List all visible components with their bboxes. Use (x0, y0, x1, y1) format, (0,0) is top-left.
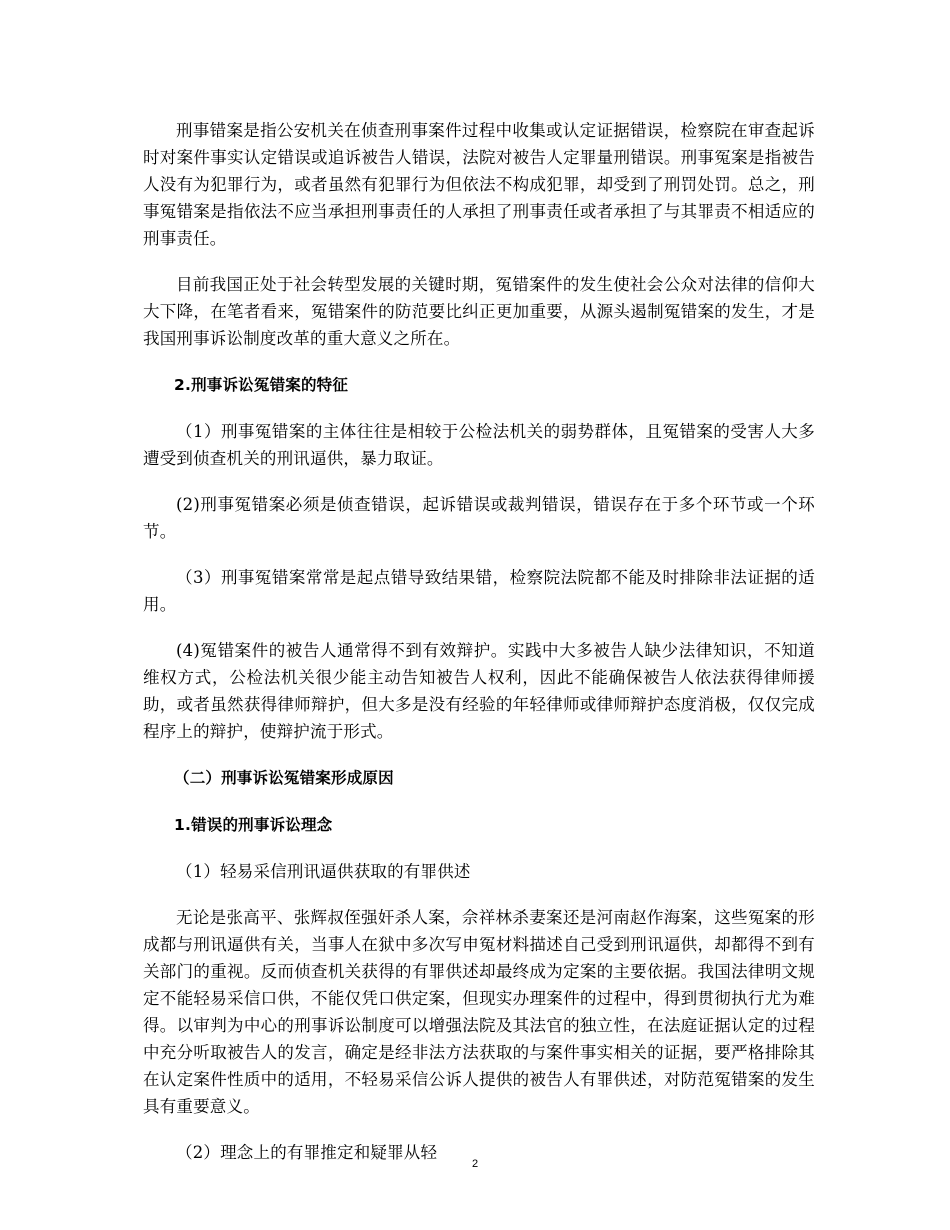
paragraph-significance: 目前我国正处于社会转型发展的关键时期，冤错案件的发生使社会公众对法律的信仰大大下降，在笔者看来，冤错案件的防范要比纠正更加重要，从源头遏制冤错案的发生，才是我国刑事诉讼制度改革的重大意义之所在。 (143, 275, 815, 348)
list-item-cause-2: （2）理念上的有罪推定和疑罪从轻 (176, 1143, 438, 1162)
list-item-characteristic-3: （3）刑事冤错案常常是起点错导致结果错，检察院法院都不能及时排除非法证据的适用。 (143, 568, 815, 614)
paragraph-case-examples: 无论是张高平、张辉叔侄强奸杀人案，佘祥林杀妻案还是河南赵作海案，这些冤案的形成都与刑讯逼供有关，当事人在狱中多次写申冤材料描述自己受到刑讯逼供，却都得不到有关部门的重视。反而侦查机关获得的有罪供述却最终成为定案的主要依据。我国法律明文规定不能轻易采信口供，不能仅凭口供定案，但现实办理案件的过程中，得到贯彻执行尤为难得。以审判为中心的刑事诉讼制度可以增强法院及其法官的独立性，在法庭证据认定的过程中充分听取被告人的发言，确定是经非法方法获取的与案件事实相关的证据，要严格排除其在认定案件性质中的适用，不轻易采信公诉人提供的被告人有罪供述，对防范冤错案的发生具有重要意义。 (143, 908, 815, 1116)
list-item-characteristic-2: (2)刑事冤错案必须是侦查错误，起诉错误或裁判错误，错误存在于多个环节或一个环节。 (143, 495, 815, 541)
document-body (143, 117, 815, 1166)
section-heading-causes: （二）刑事诉讼冤错案形成原因 (174, 769, 394, 787)
subsection-heading-wrong-concept: 1.错误的刑事诉讼理念 (174, 816, 333, 834)
section-heading-characteristics: 2.刑事诉讼冤错案的特征 (174, 376, 349, 394)
page-number: 2 (471, 1158, 479, 1170)
paragraph-definition: 刑事错案是指公安机关在侦查刑事案件过程中收集或认定证据错误，检察院在审查起诉时对案件事实认定错误或追诉被告人错误，法院对被告人定罪量刑错误。刑事冤案是指被告人没有为犯罪行为，或者虽然有犯罪行为但依法不构成犯罪，却受到了刑罚处罚。总之，刑事冤错案是指依法不应当承担刑事责任的人承担了刑事责任或者承担了与其罪责不相适应的刑事责任。 (143, 121, 815, 248)
list-item-characteristic-4: (4)冤错案件的被告人通常得不到有效辩护。实践中大多被告人缺少法律知识，不知道维权方式，公检法机关很少能主动告知被告人权利，因此不能确保被告人依法获得律师援助，或者虽然获得律师辩护，但大多是没有经验的年轻律师或律师辩护态度消极，仅仅完成程序上的辩护，使辩护流于形式。 (143, 641, 815, 741)
list-item-cause-1: （1）轻易采信刑讯逼供获取的有罪供述 (176, 862, 471, 881)
list-item-characteristic-1: （1）刑事冤错案的主体往往是相较于公检法机关的弱势群体，且冤错案的受害人大多遭受到侦查机关的刑讯逼供，暴力取证。 (143, 422, 815, 468)
